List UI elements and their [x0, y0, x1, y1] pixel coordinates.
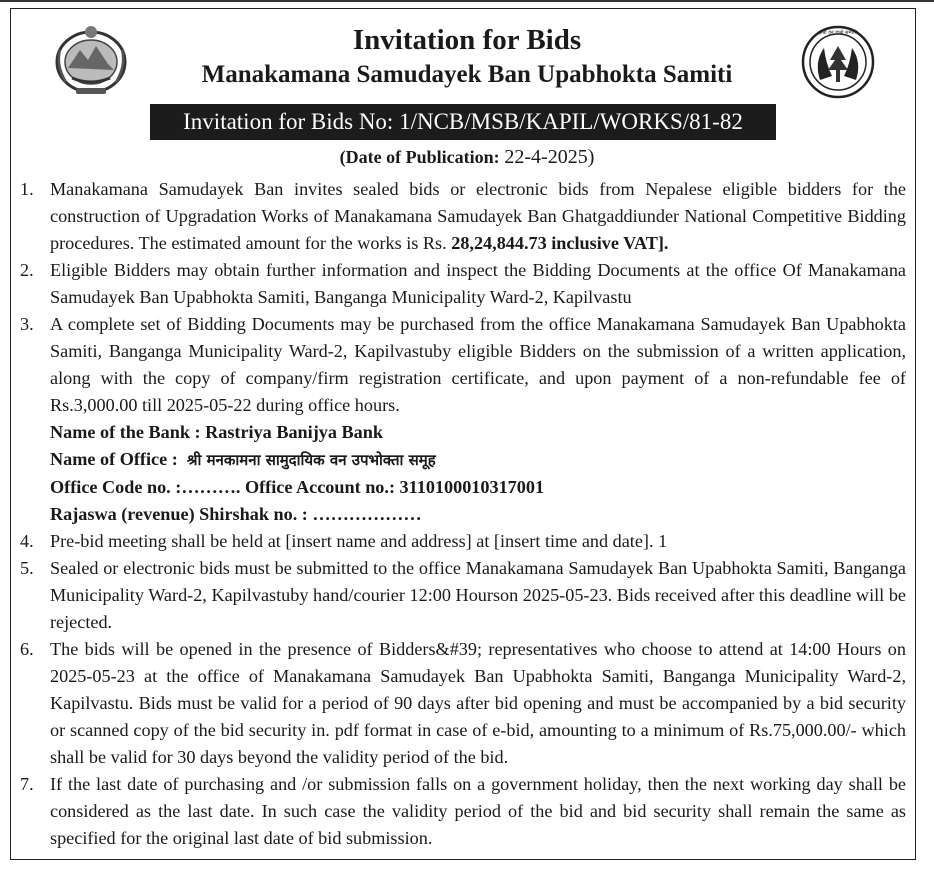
item-number: 7. — [20, 774, 34, 794]
item-text: Pre-bid meeting shall be held at [insert name and address] at [insert time and date]. 1 — [50, 531, 668, 551]
list-item — [20, 176, 906, 257]
office-name-value: श्री मनकामना सामुदायिक वन उपभोक्ता समूह — [186, 451, 436, 469]
list-item — [20, 528, 906, 555]
office-code-line: Office Code no. :………. Office Account no.: 3110100010317001 — [50, 477, 545, 497]
item-text: Eligible Bidders may obtain further information and inspect the Bidding Documents at the office Of Manakamana Samudayek Ban Upabhokta Samiti, Banganga Municipality Ward-2, Kapilvastu — [50, 260, 906, 307]
top-rule — [0, 0, 934, 2]
item-number: 5. — [20, 558, 34, 578]
notice-body — [20, 176, 906, 852]
estimated-amount: 28,24,844.73 inclusive VAT]. — [451, 233, 669, 253]
publication-label: (Date of Publication: — [339, 147, 500, 167]
office-name-label: Name of Office : — [50, 449, 178, 469]
organization-name: Manakamana Samudayek Ban Upabhokta Samiti — [201, 61, 733, 88]
revenue-line: Rajaswa (revenue) Shirshak no. : ……………… — [50, 504, 422, 524]
publication-date: 22-4-2025) — [504, 146, 595, 168]
item-number: 3. — [20, 314, 34, 334]
list-item — [20, 311, 906, 419]
bid-number-banner: Invitation for Bids No: 1/NCB/MSB/KAPIL/WORKS/81-82 — [150, 104, 776, 140]
item-number: 6. — [20, 639, 34, 659]
office-name-line — [20, 446, 906, 474]
item-text: The bids will be opened in the presence of Bidders&#39; representatives who choose to attend at 14:00 Hours on 2025-05-23 at the office of Manakamana Samudayek Ban Upabhokta Samiti, Banganga Municipality Ward-2, Kapilvastu. Bids must be valid for a period of 90 days after bid opening and must be accompanied by a bid security or scanned copy of the bid security in. pdf format in case of e-bid, amounting to a minimum of Rs.75,000.00/- which shall be valid for 30 days beyond the validity period of the bid. — [50, 639, 906, 767]
publication-date-line — [0, 146, 934, 169]
item-text: A complete set of Bidding Documents may be purchased from the office Manakamana Samudayek Ban Upabhokta Samiti, Banganga Municipality Ward-2, Kapilvastuby eligible Bidders on the submission of a written application, along with the copy of company/firm registration certificate, and upon payment of a non-refundable fee of Rs.3,000.00 till 2025-05-22 during office hours. — [50, 314, 906, 415]
item-number: 4. — [20, 531, 34, 551]
notice-title: Invitation for Bids — [352, 24, 582, 56]
item-text: Sealed or electronic bids must be submitted to the office Manakamana Samudayek Ban Upabhokta Samiti, Banganga Municipality Ward-2, Kapilvastuby hand/courier 12:00 Hourson 2025-05-23. Bids received after this deadline will be rejected. — [50, 558, 906, 632]
item-text: Manakamana Samudayek Ban invites sealed bids or electronic bids from Nepalese eligible bidders for the construction of Upgradation Works of Manakamana Samudayek Ban Ghatgaddiunder National Competitive Bidding procedures. The estimated amount for the works is Rs. — [50, 179, 906, 253]
logo-motto: हाम्रो वन हाम्रो सम्पत्ति — [818, 30, 858, 36]
item-number: 2. — [20, 260, 34, 280]
list-item — [20, 636, 906, 771]
list-item — [20, 771, 906, 852]
bank-name-line: Name of the Bank : Rastriya Banijya Bank — [50, 422, 383, 442]
list-item — [20, 555, 906, 636]
item-number: 1. — [20, 179, 34, 199]
item-text: If the last date of purchasing and /or submission falls on a government holiday, then the next working day shall be considered as the last date. In such case the validity period of the bid and bid security shall remain the same as specified for the original last date of bid submission. — [50, 774, 906, 848]
list-item — [20, 257, 906, 311]
